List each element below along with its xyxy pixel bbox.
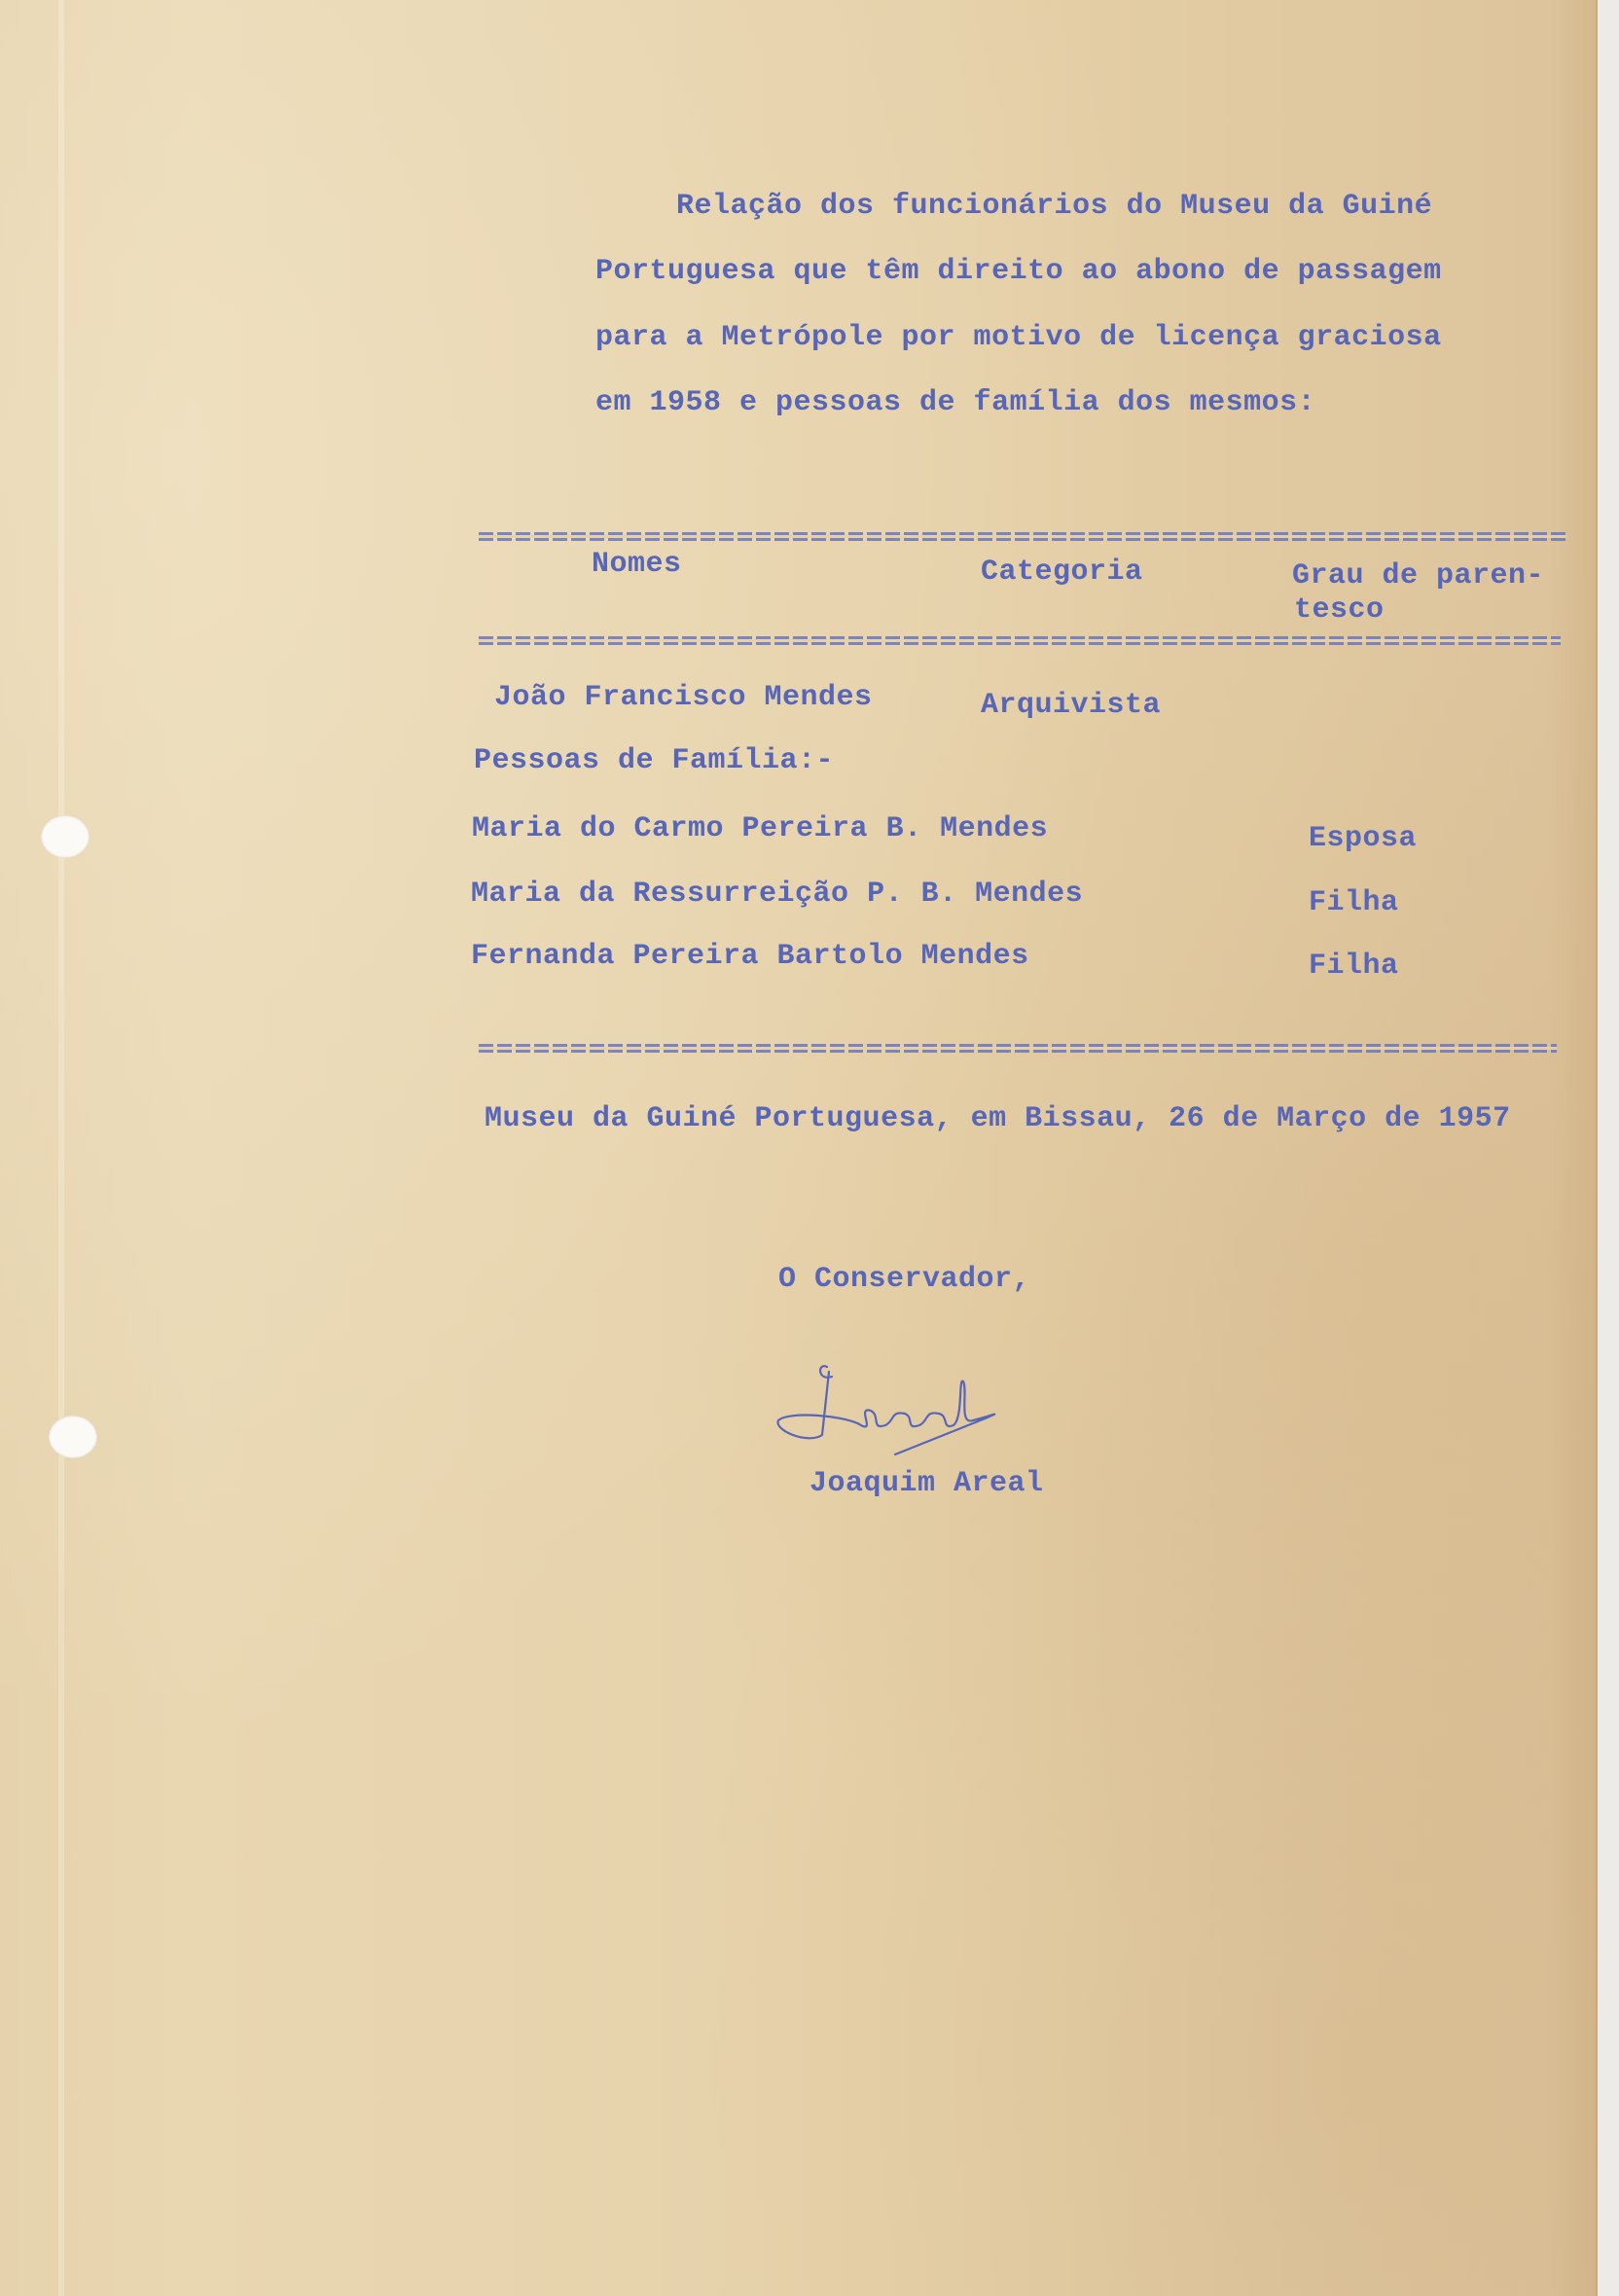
family-relationship-2: Filha: [1309, 886, 1399, 919]
punch-hole-bottom: [49, 1416, 97, 1458]
signatory-title: O Conservador,: [778, 1263, 1031, 1296]
intro-line-1: Relação dos funcionários do Museu da Guiné: [676, 190, 1433, 223]
intro-line-4: em 1958 e pessoas de família dos mesmos:: [595, 386, 1316, 419]
intro-line-3: para a Metrópole por motivo de licença graciosa: [595, 321, 1442, 354]
place-date: Museu da Guiné Portuguesa, em Bissau, 26 de Março de 1957: [485, 1102, 1511, 1135]
table-rule-bottom: [479, 1044, 1557, 1053]
header-relationship-line1: Grau de paren-: [1292, 559, 1545, 592]
family-name-2: Maria da Ressurreição P. B. Mendes: [471, 878, 1084, 911]
header-names: Nomes: [592, 548, 682, 581]
family-label: Pessoas de Família:-: [474, 744, 835, 777]
employee-category: Arquivista: [981, 689, 1162, 722]
signatory-name: Joaquim Areal: [810, 1467, 1044, 1500]
table-rule-header: [479, 636, 1561, 645]
intro-line-2: Portuguesa que têm direito ao abono de passagem: [595, 255, 1442, 288]
signature-mark: [769, 1357, 1041, 1464]
table-rule-top: [479, 532, 1566, 541]
header-category: Categoria: [981, 556, 1143, 589]
family-name-3: Fernanda Pereira Bartolo Mendes: [471, 940, 1029, 973]
family-relationship-1: Esposa: [1309, 822, 1418, 855]
family-relationship-3: Filha: [1309, 950, 1399, 983]
header-relationship-line2: tesco: [1294, 593, 1385, 627]
family-name-1: Maria do Carmo Pereira B. Mendes: [472, 812, 1049, 845]
employee-name: João Francisco Mendes: [494, 681, 873, 714]
punch-hole-top: [41, 815, 90, 858]
